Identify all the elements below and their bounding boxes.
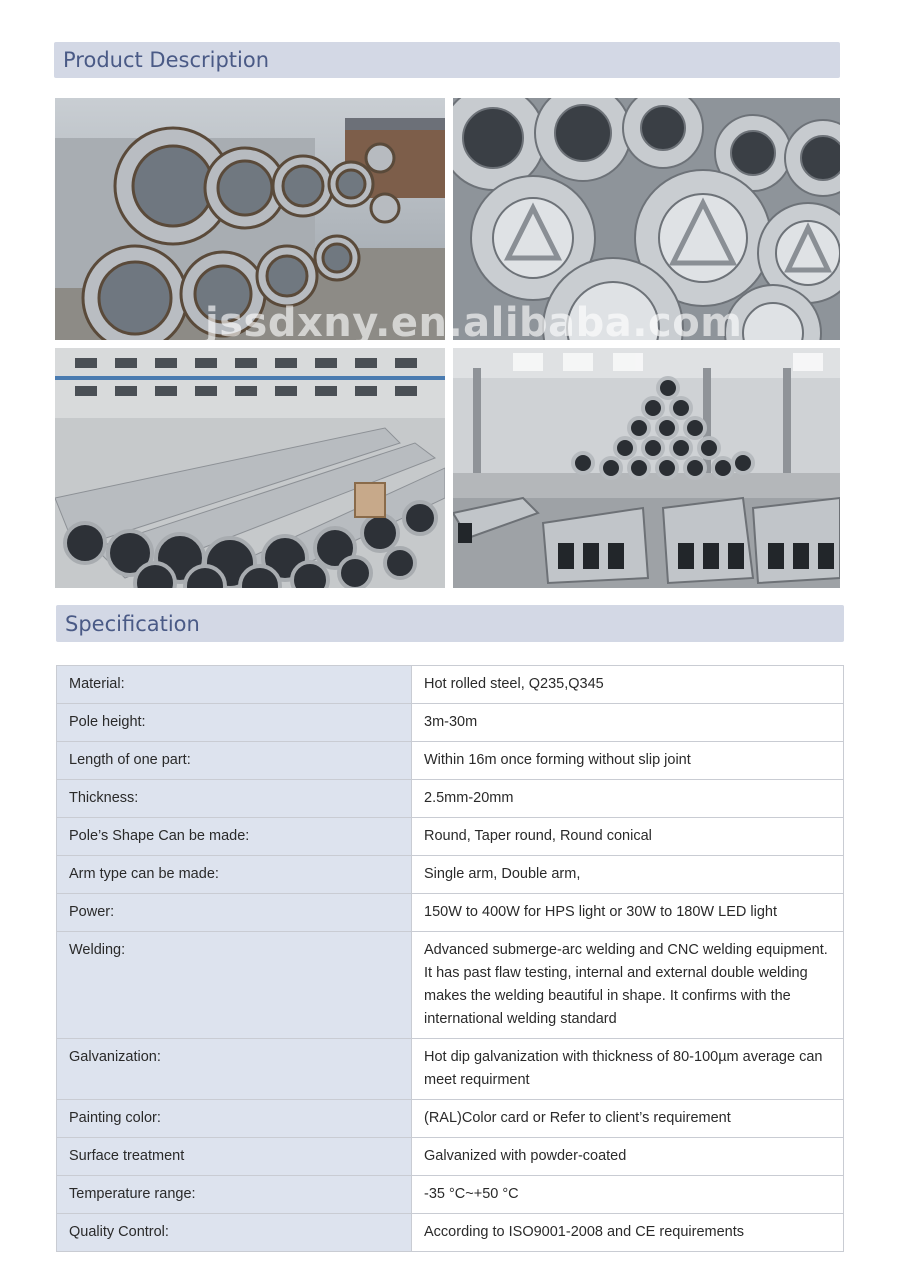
- spec-value: Round, Taper round, Round conical: [412, 818, 844, 856]
- spec-value: Hot dip galvanization with thickness of 80-100µm average can meet requirment: [412, 1039, 844, 1100]
- spec-label: Arm type can be made:: [57, 856, 412, 894]
- spec-value: Galvanized with powder-coated: [412, 1138, 844, 1176]
- table-row: [57, 856, 844, 894]
- spec-value: (RAL)Color card or Refer to client’s requirement: [412, 1100, 844, 1138]
- spec-label: Pole’s Shape Can be made:: [57, 818, 412, 856]
- specification-title: Specification: [65, 611, 200, 636]
- spec-value: 2.5mm-20mm: [412, 780, 844, 818]
- spec-value: Within 16m once forming without slip joint: [412, 742, 844, 780]
- table-row: [57, 704, 844, 742]
- spec-label: Pole height:: [57, 704, 412, 742]
- stacked-octagonal-poles-photo: [55, 348, 445, 588]
- spec-label: Welding:: [57, 932, 412, 1039]
- warehouse-pole-stack-photo: [453, 348, 840, 588]
- spec-value: Hot rolled steel, Q235,Q345: [412, 666, 844, 704]
- spec-value: 3m-30m: [412, 704, 844, 742]
- table-row: [57, 1214, 844, 1252]
- table-row: [57, 1138, 844, 1176]
- spec-label: Material:: [57, 666, 412, 704]
- specification-header: [56, 605, 844, 642]
- spec-label: Quality Control:: [57, 1214, 412, 1252]
- spec-label: Galvanization:: [57, 1039, 412, 1100]
- table-row: [57, 742, 844, 780]
- table-row: [57, 1176, 844, 1214]
- spec-value: Advanced submerge-arc welding and CNC welding equipment. It has past flaw testing, internal and external double welding makes the welding beautiful in shape. It confirms with the international welding standard: [412, 932, 844, 1039]
- spec-value: 150W to 400W for HPS light or 30W to 180W LED light: [412, 894, 844, 932]
- table-row: [57, 932, 844, 1039]
- table-row: [57, 818, 844, 856]
- spec-label: Surface treatment: [57, 1138, 412, 1176]
- spec-value: -35 °C~+50 °C: [412, 1176, 844, 1214]
- spec-value: Single arm, Double arm,: [412, 856, 844, 894]
- specification-table: [56, 665, 844, 1252]
- spec-value: According to ISO9001-2008 and CE requirements: [412, 1214, 844, 1252]
- table-row: [57, 1039, 844, 1100]
- table-row: [57, 1100, 844, 1138]
- spec-label: Length of one part:: [57, 742, 412, 780]
- product-description-title: Product Description: [63, 48, 270, 72]
- table-row: [57, 894, 844, 932]
- table-row: [57, 666, 844, 704]
- spec-label: Thickness:: [57, 780, 412, 818]
- product-description-header: [54, 42, 840, 78]
- spec-label: Power:: [57, 894, 412, 932]
- spec-label: Painting color:: [57, 1100, 412, 1138]
- spec-label: Temperature range:: [57, 1176, 412, 1214]
- table-row: [57, 780, 844, 818]
- watermark-text: jssdxny.en.alibaba.com: [205, 300, 743, 346]
